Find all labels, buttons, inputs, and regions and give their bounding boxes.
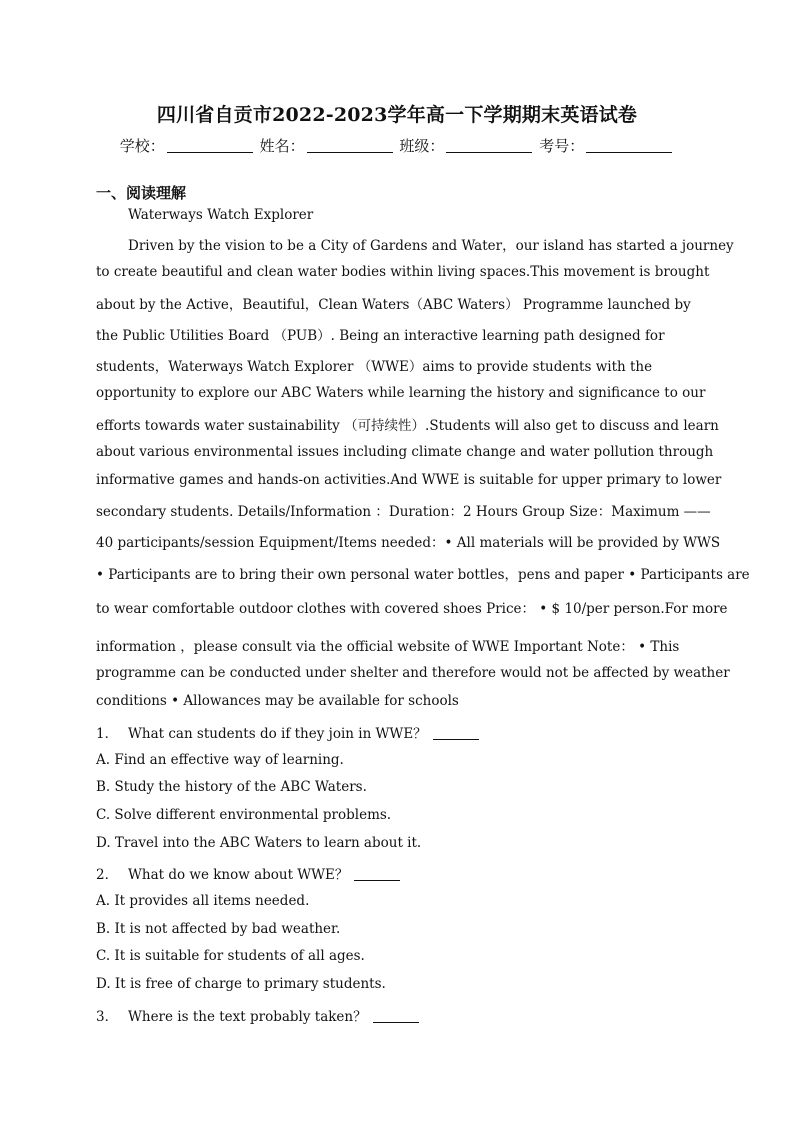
passage-line: informative games and hands-on activities.And WWE is suitable for upper primary to lower bbox=[96, 472, 722, 488]
exam-title: 四川省自贡市2022-2023学年高一下学期期末英语试卷 bbox=[156, 104, 638, 126]
option-2a[interactable]: A. It provides all items needed. bbox=[96, 893, 310, 909]
class-blank[interactable] bbox=[446, 138, 532, 153]
passage-line: secondary students. Details/Information ：Duration：2 Hours Group Size：Maximum —— bbox=[96, 504, 711, 520]
answer-blank[interactable] bbox=[433, 727, 479, 740]
passage-line: information ，please consult via the official website of WWE Important Note： • This bbox=[96, 639, 680, 655]
option-1c[interactable]: C. Solve different environmental problems. bbox=[96, 807, 392, 823]
option-1b[interactable]: B. Study the history of the ABC Waters. bbox=[96, 779, 367, 795]
passage-line: about various environmental issues including climate change and water pollution through bbox=[96, 444, 714, 460]
student-info-row bbox=[0, 135, 794, 156]
question-number: 3． bbox=[96, 1009, 119, 1025]
answer-blank[interactable] bbox=[373, 1010, 419, 1023]
passage-line: opportunity to explore our ABC Waters while learning the history and significance to our bbox=[96, 385, 706, 401]
passage-line: programme can be conducted under shelter and therefore would not be affected by weather bbox=[96, 665, 730, 681]
question-text: What can students do if they join in WWE？ bbox=[128, 726, 427, 742]
passage-title: Waterways Watch Explorer bbox=[128, 207, 314, 223]
section-heading: 一、阅读理解 bbox=[96, 184, 187, 202]
passage-line: to wear comfortable outdoor clothes with covered shoes Price： • $ 10/per person.For more bbox=[96, 601, 728, 617]
passage-line: about by the Active，Beautiful，Clean Waters（ABC Waters） Programme launched by bbox=[96, 297, 691, 313]
passage-line: efforts towards water sustainability （可持续性）.Students will also get to discuss and learn bbox=[96, 418, 719, 434]
option-2d[interactable]: D. It is free of charge to primary students. bbox=[96, 976, 386, 992]
question-2 bbox=[96, 863, 400, 883]
passage-line: Driven by the vision to be a City of Gardens and Water，our island has started a journey bbox=[128, 238, 734, 254]
exam-number-blank[interactable] bbox=[586, 138, 672, 153]
question-1 bbox=[96, 722, 479, 742]
question-number: 1． bbox=[96, 726, 119, 742]
question-text: Where is the text probably taken？ bbox=[128, 1009, 367, 1025]
school-label: 学校： bbox=[119, 137, 165, 155]
answer-blank[interactable] bbox=[354, 868, 400, 881]
question-number: 2． bbox=[96, 867, 119, 883]
passage-line: 40 participants/session Equipment/Items needed：• All materials will be provided by WWS bbox=[96, 535, 721, 551]
name-label: 姓名： bbox=[259, 137, 305, 155]
question-3 bbox=[96, 1005, 419, 1025]
class-label: 班级： bbox=[399, 137, 445, 155]
option-1d[interactable]: D. Travel into the ABC Waters to learn about it. bbox=[96, 835, 422, 851]
passage-line: conditions • Allowances may be available for schools bbox=[96, 693, 459, 709]
exam-number-label: 考号： bbox=[539, 137, 585, 155]
passage-line: to create beautiful and clean water bodies within living spaces.This movement is brought bbox=[96, 264, 710, 280]
school-blank[interactable] bbox=[167, 138, 253, 153]
option-1a[interactable]: A. Find an effective way of learning. bbox=[96, 752, 344, 768]
question-text: What do we know about WWE？ bbox=[128, 867, 349, 883]
passage-line: students，Waterways Watch Explorer （WWE）aims to provide students with the bbox=[96, 359, 653, 375]
name-blank[interactable] bbox=[307, 138, 393, 153]
option-2c[interactable]: C. It is suitable for students of all ages. bbox=[96, 948, 365, 964]
passage-line: • Participants are to bring their own personal water bottles，pens and paper • Participants are bbox=[96, 567, 750, 583]
passage-line: the Public Utilities Board （PUB）. Being an interactive learning path designed for bbox=[96, 328, 665, 344]
option-2b[interactable]: B. It is not affected by bad weather. bbox=[96, 921, 341, 937]
